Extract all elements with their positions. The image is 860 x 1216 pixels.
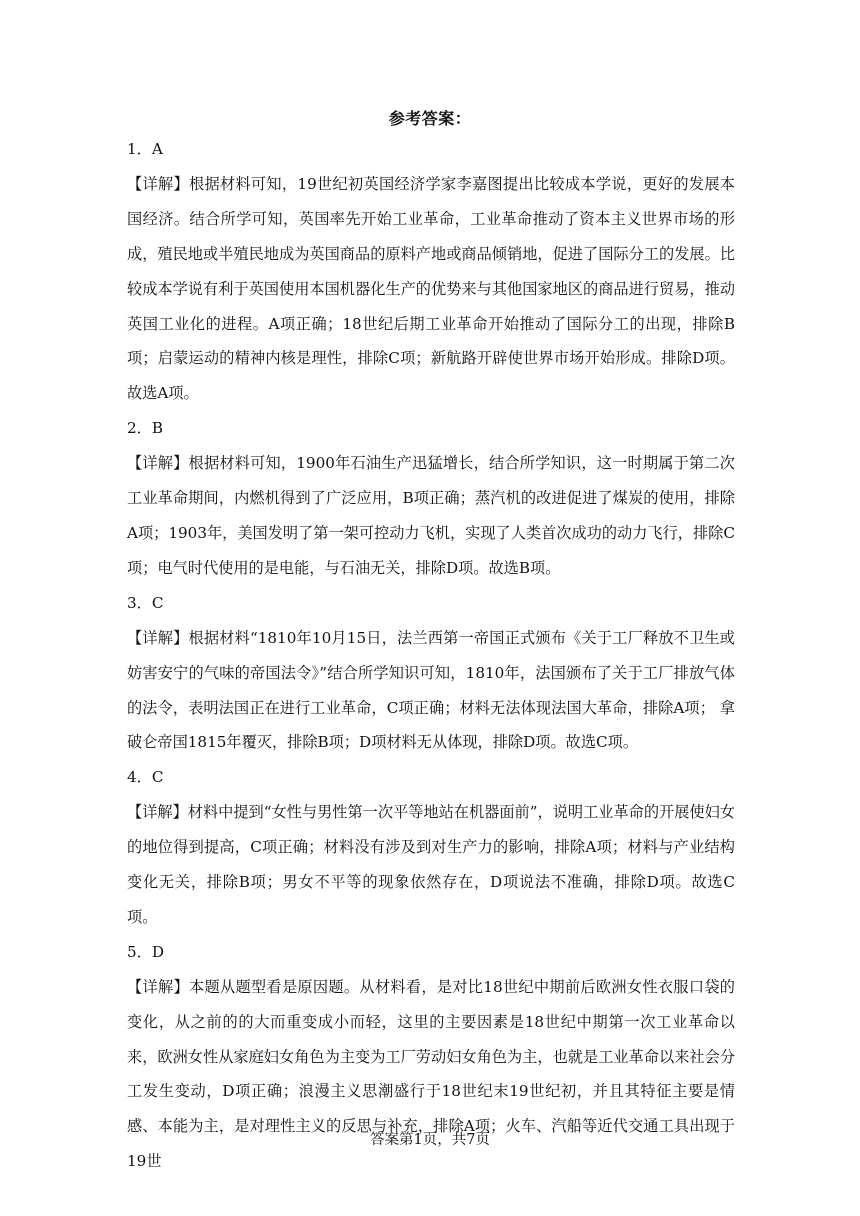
answer-detail: 【详解】根据材料可知，19世纪初英国经济学家李嘉图提出比较成本学说，更好的发展本国经济。结合所学可知，英国率先开始工业革命，工业革命推动了资本主义世界市场的形成，殖民地或半殖民地成为英国商品的原料产地或商品倾销地，促进了国际分工的发展。比较成本学说有利于英国使用本国机器化生产的优势来与其他国家地区的商品进行贸易，推动英国工业化的进程。A项正确；18世纪后期工业革命开始推动了国际分工的出现，排除B项；启蒙运动的精神内核是理性，排除C项；新航路开辟使世界市场开始形成。排除D项。故选A项。 (127, 174, 735, 403)
answer-number: 3．C (127, 593, 164, 612)
answer-number: 4．C (127, 768, 164, 787)
answer-detail: 【详解】本题从题型看是原因题。从材料看，是对比18世纪中期前后欧洲女性衣服口袋的变化，从之前的的大而重变成小而轻，这里的主要因素是18世纪中期第一次工业革命以来，欧洲女性从家庭妇女角色为主变为工厂劳动妇女角色为主，也就是工业革命以来社会分工发生变动，D项正确；浪漫主义思潮盛行于18世纪末19世纪初，并且其特征主要是情感、本能为主，是对理性主义的反思与补充，排除A项；火车、汽船等近代交通工具出现于19世 (127, 977, 735, 1171)
answer-list (127, 132, 735, 1179)
answer-detail: 【详解】根据材料可知，1900年石油生产迅猛增长，结合所学知识，这一时期属于第二次工业革命期间，内燃机得到了广泛应用，B项正确；蒸汽机的改进促进了煤炭的使用，排除A项；1903年，美国发明了第一架可控动力飞机，实现了人类首次成功的动力飞行，排除C项；电气时代使用的是电能，与石油无关，排除D项。故选B项。 (127, 454, 735, 577)
answer-number: 2．B (127, 419, 164, 438)
page-title: 参考答案： (388, 109, 472, 128)
answer-detail: 【详解】根据材料“1810年10月15日，法兰西第一帝国正式颁布《关于工厂释放不卫生或妨害安宁的气味的帝国法令》”结合所学知识可知，1810年，法国颁布了关于工厂排放气体的法令，表明法国正在进行工业革命，C项正确；材料无法体现法国大革命，排除A项； 拿破仑帝国1815年覆灭，排除B项；D项材料无从体现，排除D项。故选C项。 (127, 628, 735, 752)
answer-number: 1．A (127, 140, 163, 158)
page-footer: 答案第1页，共7页 (370, 1132, 490, 1148)
answer-detail: 【详解】材料中提到“女性与男性第一次平等地站在机器面前”，说明工业革命的开展使妇女的地位得到提高，C项正确；材料没有涉及到对生产力的影响，排除A项；材料与产业结构变化无关，排除B项；男女不平等的现象依然存在，D项说法不准确，排除D项。故选C项。 (127, 803, 735, 926)
answer-number: 5．D (127, 942, 165, 961)
